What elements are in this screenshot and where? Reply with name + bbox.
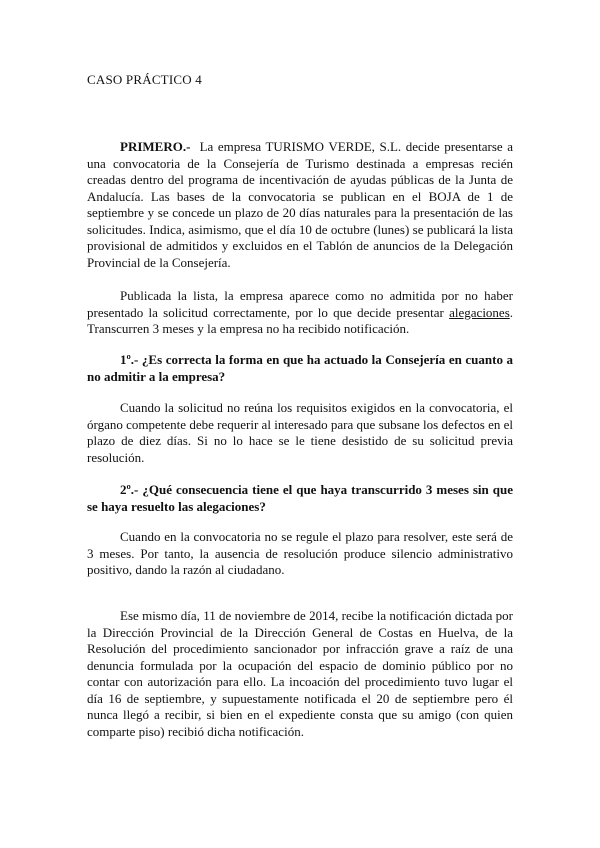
- paragraph-primero: [87, 139, 513, 271]
- publicada-text-after: . Transcurren 3 meses y la empresa no ha recibido notificación.: [87, 304, 514, 336]
- document-title: CASO PRÁCTICO 4: [87, 72, 202, 87]
- answer-2: Cuando en la convocatoria no se regule el plazo para resolver, este será de 3 meses. Por tanto, la ausencia de resolución produce silencio administrativo positivo, dando la razón al ciudadano.: [87, 529, 513, 577]
- question-2: 2º.- ¿Qué consecuencia tiene el que haya transcurrido 3 meses sin que se haya resuelto las alegaciones?: [87, 482, 513, 514]
- paragraph-final: Ese mismo día, 11 de noviembre de 2014, recibe la notificación dictada por la Dirección Provincial de la Dirección General de Costas en Huelva, de la Resolución del procedimiento sancionador por infracción grave a raíz de una denuncia formulada por la ocupación del espacio de dominio público por no contar con autorización para ello. La incoación del procedimiento tuvo lugar el día 16 de septiembre, y supuestamente notificada el 20 de septiembre pero él nunca llegó a recibir, si bien en el expediente consta que su amigo (con quien comparte piso) recibió dicha notificación.: [87, 608, 513, 739]
- alegaciones-underlined: alegaciones: [449, 304, 510, 320]
- primero-text: La empresa TURISMO VERDE, S.L. decide presentarse a una convocatoria de la Consejería de Turismo destinada a empresas recién creadas dentro del programa de incentivación de ayudas públicas de la Junta de Andalucía. Las bases de la convocatoria se publican en el BOJA de 1 de septiembre y se concede un plazo de 20 días naturales para la presentación de las solicitudes. Indica, asimismo, que el día 10 de octubre (lunes) se publicará la lista provisional de admitidos y excluidos en el Tablón de anuncios de la Delegación Provincial de la Consejería.: [87, 139, 514, 270]
- question-1: 1º.- ¿Es correcta la forma en que ha actuado la Consejería en cuanto a no admitir a la empresa?: [87, 352, 513, 384]
- paragraph-publicada: [87, 288, 513, 338]
- primero-heading: PRIMERO.-: [120, 139, 191, 154]
- publicada-text-before: Publicada la lista, la empresa aparece como no admitida por no haber presentado la solicitud correctamente, por lo que decide presentar: [87, 288, 513, 320]
- answer-1: Cuando la solicitud no reúna los requisitos exigidos en la convocatoria, el órgano competente debe requerir al interesado para que subsane los defectos en el plazo de diez días. Si no lo hace se le tiene desistido de su solicitud previa resolución.: [87, 400, 513, 465]
